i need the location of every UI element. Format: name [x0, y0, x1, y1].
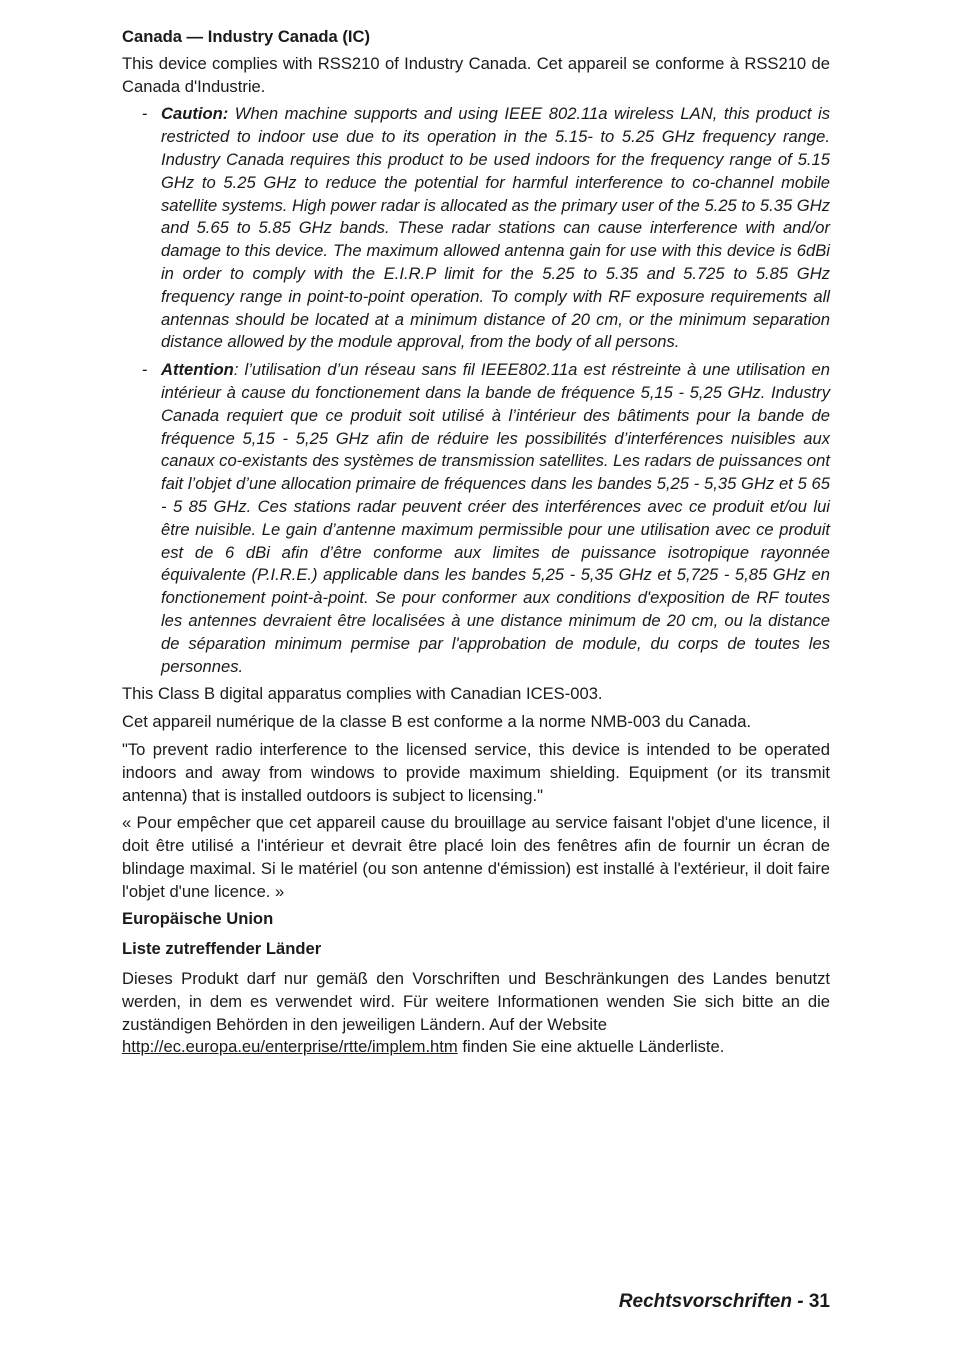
eu-subheading: Liste zutreffender Länder: [122, 939, 322, 959]
caution-lead: Caution:: [161, 104, 229, 124]
footer-section-title: Rechtsvorschriften -: [618, 1291, 809, 1312]
caution-item: [122, 103, 830, 354]
list-dash: -: [142, 360, 148, 380]
caution-text: When machine supports and using IEEE 802.11a wireless LAN, this product is restricted to indoor use due to its operation in the 5.15- to 5.25 GHz frequency range. Industry Canada requires this product to be used indoors for the frequency range of 5.15 GHz to 5.25 GHz to reduce the potential for harmful interference to co-channel mobile satellite systems. High power radar is allocated as the primary user of the 5.25 to 5.35 GHz and 5.65 to 5.85 GHz bands. These radar stations can cause interference with and/or damage to this device. The maximum allowed antenna gain for use with this device is 6dBi in order to comply with the E.I.R.P limit for the 5.25 to 5.35 and 5.725 to 5.85 GHz frequency range in point-to-point operation. To comply with RF exposure requirements all antennas should be located at a minimum distance of 20 cm, or the minimum separation distance allowed by the module approval, from the body of all persons.: [161, 104, 830, 352]
list-dash: -: [142, 104, 148, 124]
eu-country-list-link[interactable]: http://ec.europa.eu/enterprise/rtte/implem.htm: [122, 1037, 458, 1057]
attention-text: : l’utilisation d’un réseau sans fil IEEE802.11a est réstreinte à une utilisation en intérieur à cause du fonctionement dans la bande de fréquence 5,15 - 5,25 GHz. Industry Canada requiert que ce produit soit utilisé à l’intérieur des bâtiments pour la bande de fréquence 5,15 - 5,25 GHz afin de réduire les possibilités d’interférences nuisibles aux canaux co-existants des systèmes de transmission satellites. Les radars de puissances ont fait l’objet d’une allocation primaire de fréquences dans les bandes 5,25 - 5,35 GHz et 5 65 - 5 85 GHz. Ces stations radar peuvent créer des interférences avec ce produit et/ou lui être nuisible. Le gain d’antenne maximum permissible pour une utilisation avec ce produit est de 6 dBi afin d’être conforme aux limites de puissance isotropique rayonnée équivalente (P.I.R.E.) applicable dans les bandes 5,25 - 5,35 GHz et 5,725 - 5,85 GHz en fonctionement point-à-point. Se pour conformer aux conditions d'exposition de RF toutes les antennes devraient être localisées à une distance minimum de 20 cm, ou la distance de séparation minimum permise par l'approbation de module, du corps de toutes les personnes.: [161, 360, 830, 676]
eu-text: [122, 968, 830, 1059]
attention-lead: Attention: [161, 360, 234, 380]
canada-intro: This device complies with RSS210 of Industry Canada. Cet appareil se conforme à RSS210 de Canada d'Industrie.: [122, 53, 830, 96]
ices-statement: This Class B digital apparatus complies with Canadian ICES-003.: [122, 684, 603, 704]
canada-heading: Canada — Industry Canada (IC): [122, 27, 371, 46]
eu-body: Dieses Produkt darf nur gemäß den Vorschriften und Beschränkungen des Landes benutzt werden, in dem es verwendet wird. Für weitere Informationen wenden Sie sich bitte an die zuständigen Behörden in den jeweiligen Ländern. Auf der Website: [122, 969, 830, 1034]
licensed-statement-fr: « Pour empêcher que cet appareil cause du brouillage au service faisant l'objet d'une licence, il doit être utilisé a l'intérieur et devrait être placé loin des fenêtres afin de fournir un écran de blindage maximal. Si le matériel (ou son antenne d'émission) est installé à l'extérieur, il doit faire l'objet d'une licence. »: [122, 813, 830, 901]
attention-item: [122, 359, 830, 678]
licensed-statement-en: "To prevent radio interference to the licensed service, this device is intended to be operated indoors and away from windows to provide maximum shielding. Equipment (or its transmit antenna) that is installed outdoors is subject to licensing.": [122, 739, 830, 805]
eu-heading: Europäische Union: [122, 909, 274, 929]
footer-page-number: 31: [808, 1291, 830, 1312]
nmb-statement: Cet appareil numérique de la classe B est conforme a la norme NMB-003 du Canada.: [122, 712, 752, 732]
eu-after-link: finden Sie eine aktuelle Länderliste.: [457, 1037, 725, 1057]
page-content: [122, 26, 830, 1064]
page-footer: [619, 1291, 830, 1313]
